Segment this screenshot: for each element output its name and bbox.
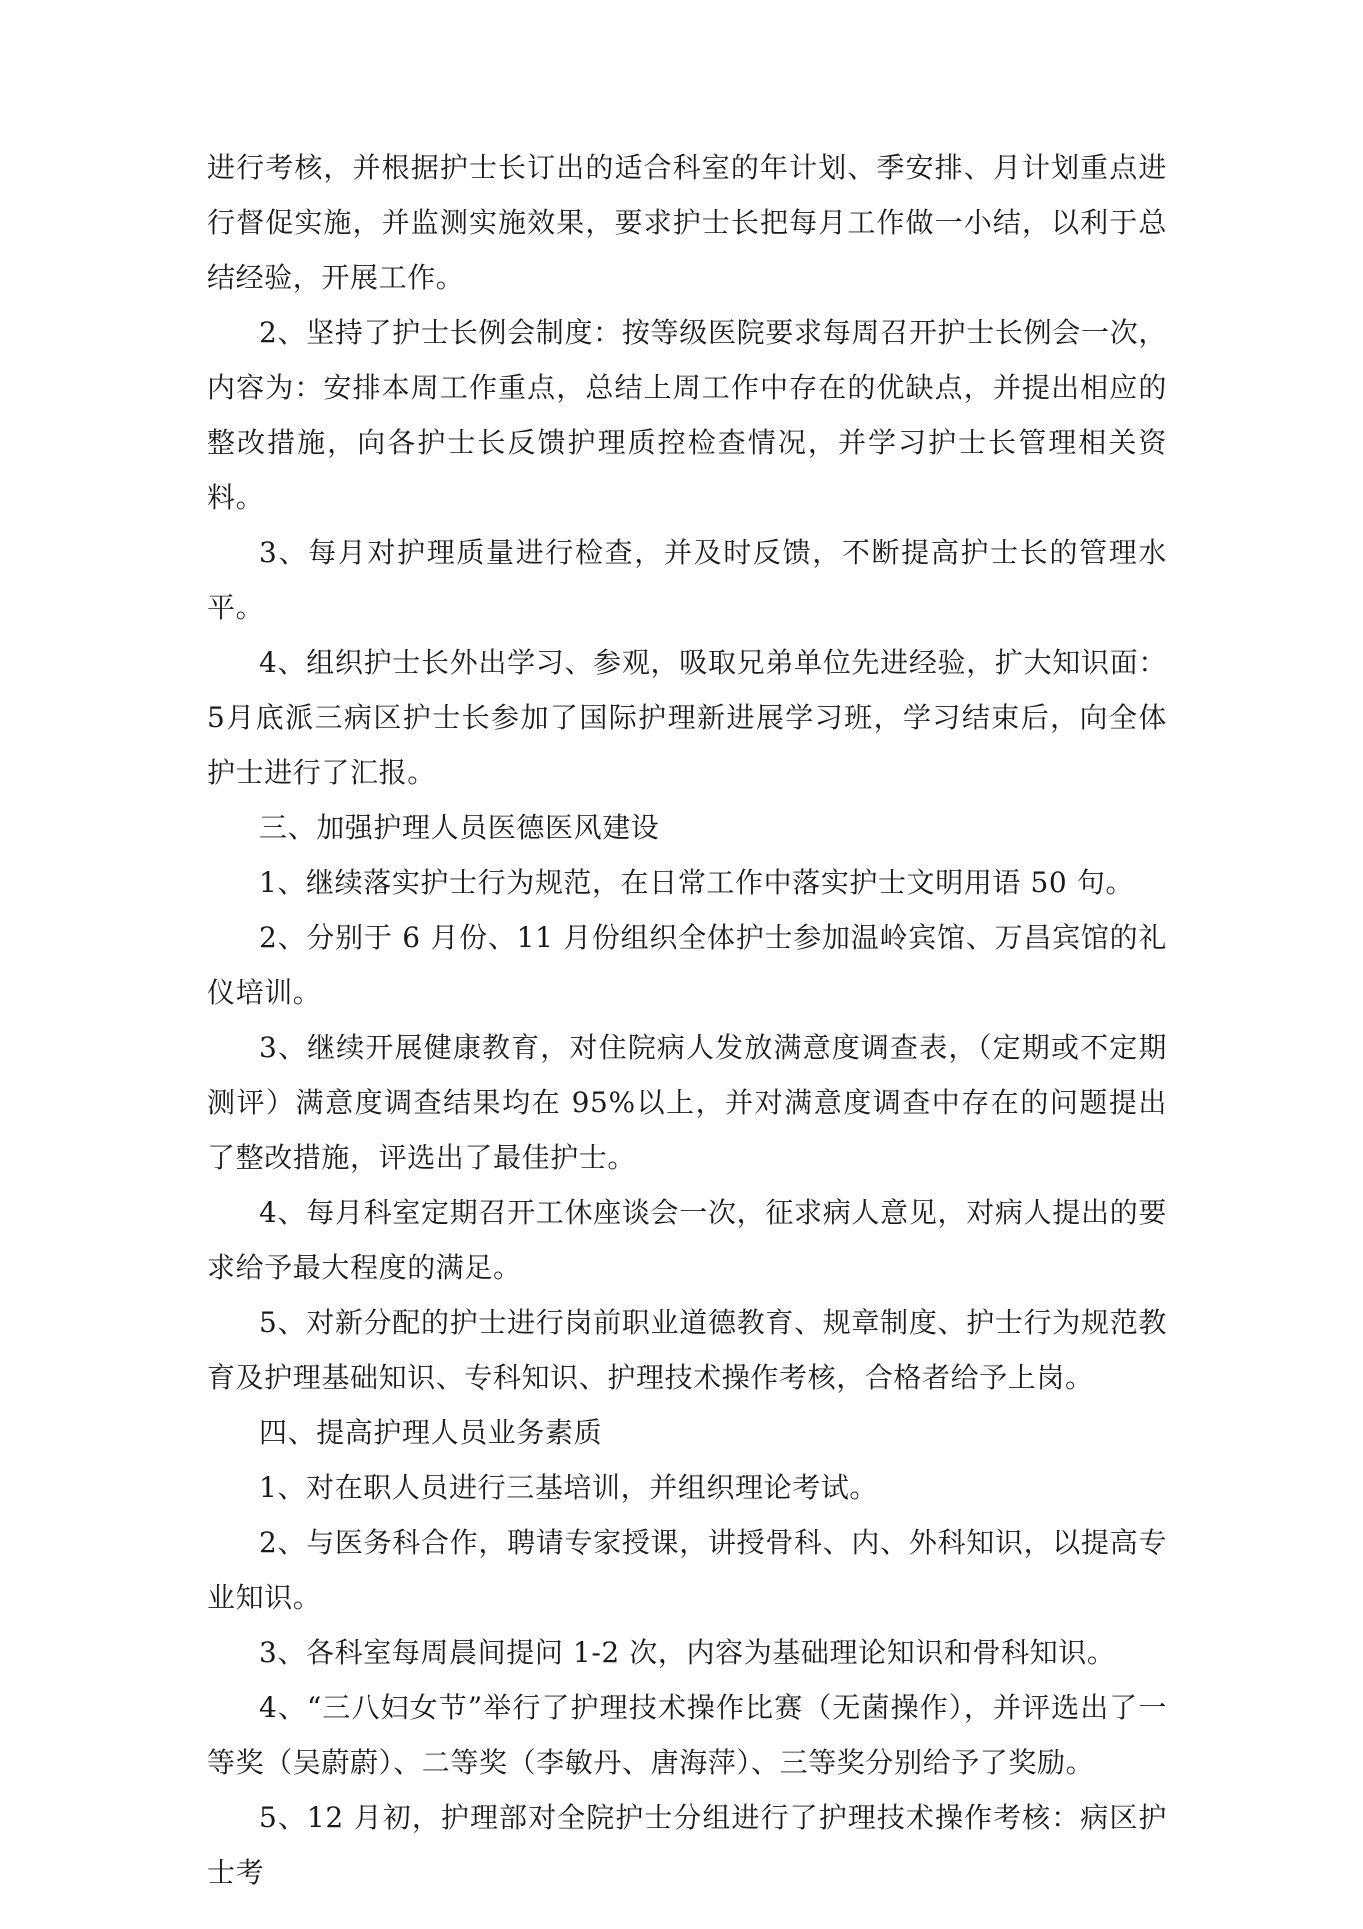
paragraph-8: 3、继续开展健康教育，对住院病人发放满意度调查表，（定期或不定期测评）满意度调查结果均在 95%以上，并对满意度调查中存在的问题提出了整改措施，评选出了最佳护士。: [207, 1031, 1167, 1174]
paragraph-3: 3、每月对护理质量进行检查，并及时反馈，不断提高护士长的管理水平。: [207, 536, 1167, 624]
body-text: [207, 140, 1167, 1900]
paragraph-4: 4、组织护士长外出学习、参观，吸取兄弟单位先进经验，扩大知识面： 5月底派三病区护士长参加了国际护理新进展学习班，学习结束后，向全体护士进行了汇报。: [207, 646, 1167, 789]
paragraph-7: 2、分别于 6 月份、11 月份组织全体护士参加温岭宾馆、万昌宾馆的礼仪培训。: [207, 921, 1167, 1009]
paragraph-1: 进行考核，并根据护士长订出的适合科室的年计划、季安排、月计划重点进行督促实施，并监测实施效果，要求护士长把每月工作做一小结，以利于总结经验，开展工作。: [207, 151, 1167, 294]
section-heading-3: 三、加强护理人员医德医风建设: [259, 811, 660, 844]
paragraph-6: 1、继续落实护士行为规范，在日常工作中落实护士文明用语 50 句。: [259, 866, 1135, 899]
paragraph-2: 2、坚持了护士长例会制度：按等级医院要求每周召开护士长例会一次，内容为：安排本周工作重点，总结上周工作中存在的优缺点，并提出相应的整改措施，向各护士长反馈护理质控检查情况，并学习护士长管理相关资料。: [207, 316, 1167, 514]
paragraph-15: 4、“三八妇女节”举行了护理技术操作比赛（无菌操作），并评选出了一等奖（吴蔚蔚）、二等奖（李敏丹、唐海萍）、三等奖分别给予了奖励。: [207, 1691, 1167, 1779]
paragraph-16: 5、12 月初，护理部对全院护士分组进行了护理技术操作考核：病区护士考: [207, 1801, 1167, 1889]
paragraph-13: 2、与医务科合作，聘请专家授课，讲授骨科、内、外科知识，以提高专业知识。: [207, 1526, 1167, 1614]
paragraph-10: 5、对新分配的护士进行岗前职业道德教育、规章制度、护士行为规范教育及护理基础知识、专科知识、护理技术操作考核，合格者给予上岗。: [207, 1306, 1167, 1394]
paragraph-14: 3、各科室每周晨间提问 1-2 次，内容为基础理论知识和骨科知识。: [259, 1636, 1116, 1669]
paragraph-9: 4、每月科室定期召开工休座谈会一次，征求病人意见，对病人提出的要求给予最大程度的满足。: [207, 1196, 1167, 1284]
paragraph-12: 1、对在职人员进行三基培训，并组织理论考试。: [259, 1471, 879, 1504]
section-heading-4: 四、提高护理人员业务素质: [259, 1416, 603, 1449]
